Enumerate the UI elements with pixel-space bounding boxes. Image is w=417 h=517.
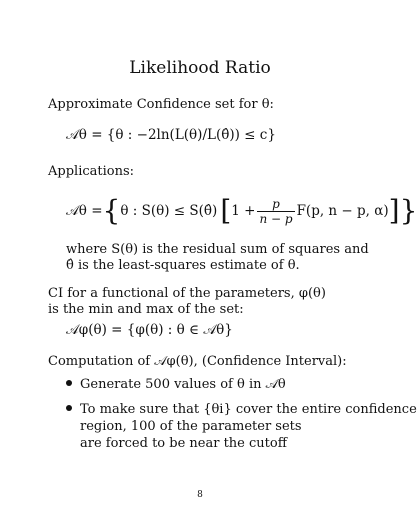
- explanation-line-2: θ̂ is the least-squares estimate of θ.: [66, 258, 300, 273]
- confidence-set-formula: 𝒜θ = {θ : −2ln(L(θ)/L(θ̂)) ≤ c}: [66, 127, 276, 143]
- formula-fraction: [257, 197, 294, 226]
- bullet-dot: [66, 380, 72, 386]
- page-number: 8: [197, 490, 203, 500]
- formula-lhs: 𝒜θ =: [66, 203, 103, 219]
- bullet-2-line-2: region, 100 of the parameter sets: [80, 419, 302, 434]
- fraction-denominator: n − p: [259, 211, 293, 226]
- bullet-text-1: Generate 500 values of θ in 𝒜θ: [80, 377, 286, 392]
- ci-functional-line-2: is the min and max of the set:: [48, 302, 244, 317]
- confidence-set-heading: Approximate Confidence set for θ:: [48, 97, 274, 112]
- slide-title: Likelihood Ratio: [129, 58, 271, 78]
- bullet-item-1: [66, 377, 286, 392]
- bullet-dot: [66, 405, 72, 411]
- applications-heading: Applications:: [48, 164, 135, 179]
- right-bracket: ]: [388, 194, 400, 227]
- left-bracket: [: [220, 194, 232, 227]
- right-brace: }: [399, 194, 417, 227]
- bullet-text-2: To make sure that {θi} cover the entire confidence: [80, 402, 417, 417]
- ci-functional-formula: 𝒜φ(θ) = {φ(θ) : θ ∈ 𝒜θ}: [66, 322, 233, 338]
- bullet-2-line-3: are forced to be near the cutoff: [80, 436, 287, 451]
- ci-functional-line-1: CI for a functional of the parameters, φ(θ): [48, 286, 326, 301]
- formula-inner-left: θ : S(θ) ≤ S(θ̂): [120, 203, 218, 219]
- formula-f-distribution: F(p, n − p, α): [296, 203, 389, 219]
- computation-heading: Computation of 𝒜φ(θ), (Confidence Interval):: [48, 354, 347, 369]
- formula-one-plus: 1 +: [231, 203, 256, 219]
- left-brace: {: [102, 194, 121, 227]
- applications-formula: [66, 190, 417, 232]
- bullet-item-2: [66, 402, 417, 417]
- explanation-line-1: where S(θ) is the residual sum of squares and: [66, 242, 369, 257]
- fraction-numerator: p: [257, 197, 294, 212]
